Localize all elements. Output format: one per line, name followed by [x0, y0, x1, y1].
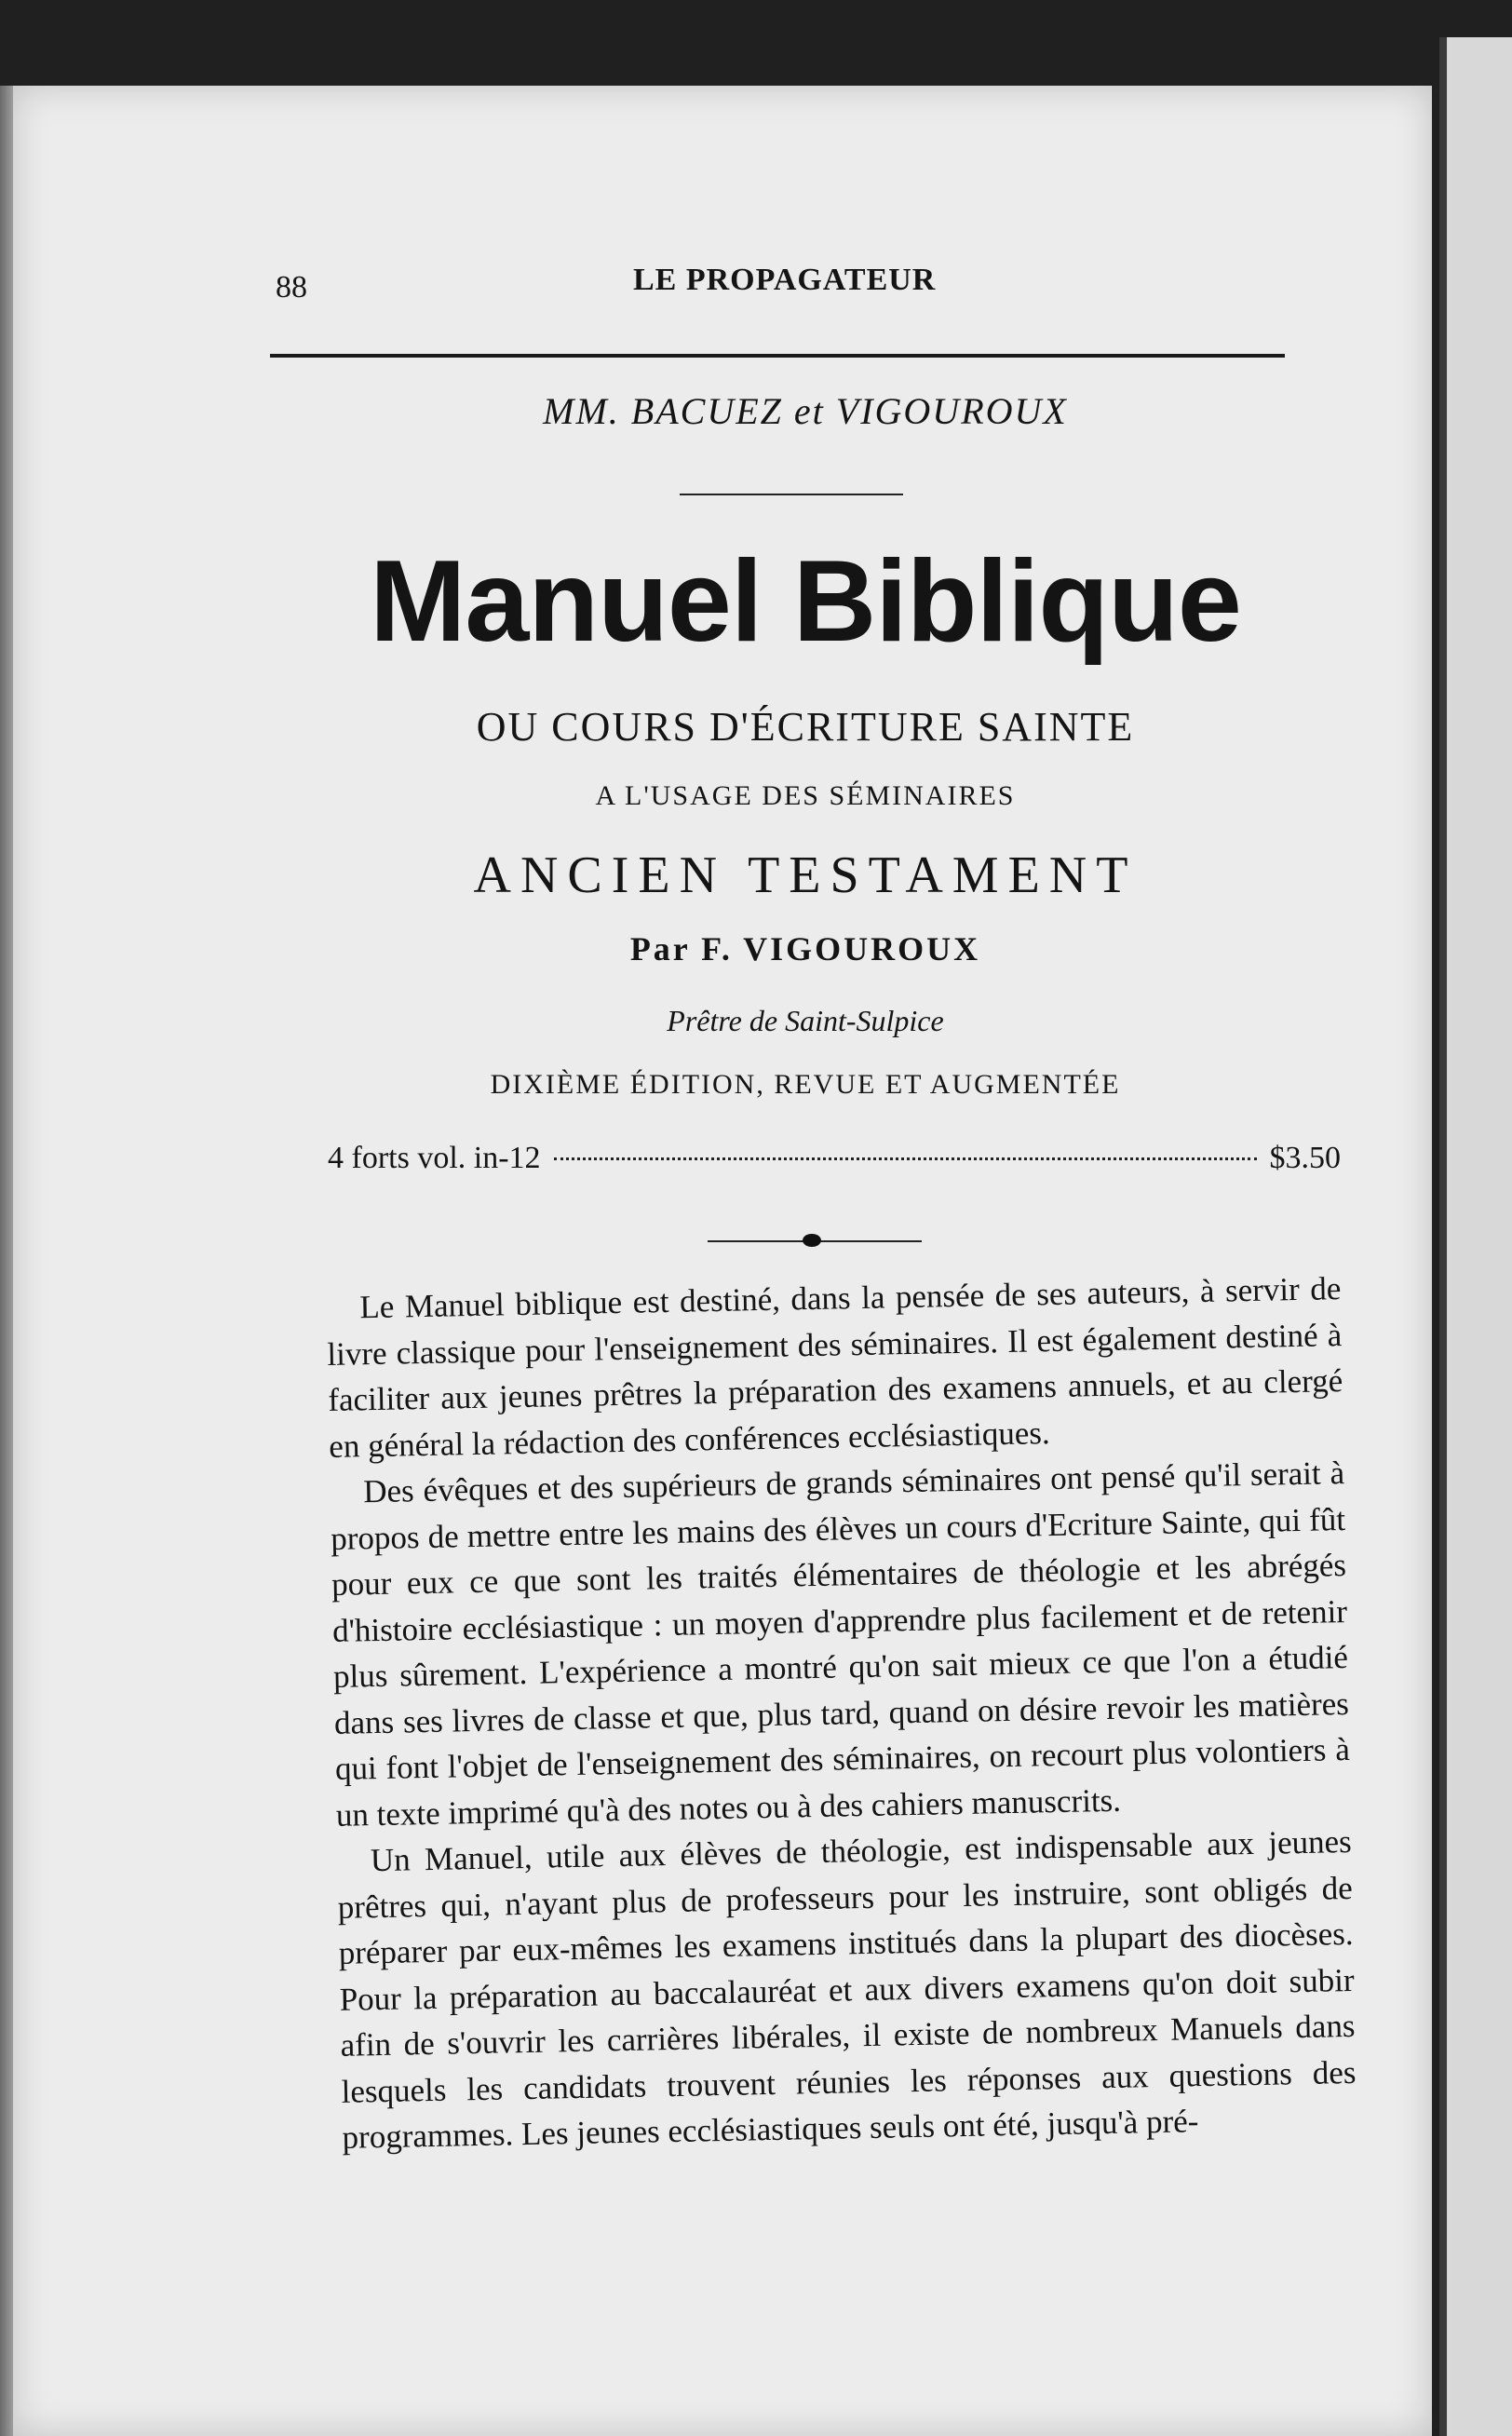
page-gutter-line [1439, 37, 1447, 2436]
price-value: $3.50 [1269, 1141, 1341, 1175]
advert-authors: MM. BACUEZ et VIGOUROUX [543, 390, 1068, 432]
next-page-edge [1447, 37, 1512, 2436]
short-divider [680, 494, 903, 495]
paragraph: Un Manuel, utile aux élèves de théologie, est indispensable aux jeunes prêtres qui, n'ayant plus de professeurs pour les instruire, sont obligés de préparer par eux-mêmes les examens institués dans la plupart des diocèses. Pour la préparation au baccalauréat et aux divers examens qu'on doit subir afin de s'ouvrir les carrières libérales, il existe de nombreux Manuels dans lesquels les candidats trouvent réunies les réponses aux questions des programmes. Les jeunes ecclésiastiques seuls ont été, jusqu'à pré- [337, 1822, 1357, 2156]
ornament-dot [803, 1234, 821, 1247]
book-byline: Par F. VIGOUROUX [629, 930, 981, 968]
running-head-title: LE PROPAGATEUR [633, 263, 937, 297]
edition-line: DIXIÈME ÉDITION, REVUE ET AUGMENTÉE [490, 1069, 1121, 1100]
paragraph: Le Manuel biblique est destiné, dans la pensée de ses auteurs, à servir de livre classique pour l'enseignement des séminaires. Il est également destiné à faciliter aux jeunes prêtres la préparation des examens annuels, et au clergé en général la rédaction des conférences ecclésiastiques. [327, 1270, 1343, 1465]
book-title: Manuel Biblique [370, 537, 1241, 666]
author-title: Prêtre de Saint-Sulpice [667, 1004, 944, 1037]
book-usage: A L'USAGE DES SÉMINAIRES [595, 780, 1016, 811]
paragraph: Des évêques et des supérieurs de grands séminaires ont pensé qu'il serait à propos de mettre entre les mains des élèves un cours d'Ecriture Sainte, qui fût pour eux ce que sont les traités élémentaires de théologie et les abrégés d'histoire ecclésiastique : un moyen d'apprendre plus facilement et de retenir plus sûrement. L'expérience a montré qu'on sait mieux ce que l'on a étudié dans ses livres de classe et que, plus tard, quand on désire revoir les matières qui font l'objet de l'enseignement des séminaires, on recourt plus volontiers à un texte imprimé qu'à des notes ou à des cahiers manuscrits. [330, 1455, 1351, 1834]
body-text [326, 1265, 1357, 2160]
leader-dots [554, 1157, 1257, 1160]
header-rule [270, 354, 1285, 358]
book-subtitle: OU COURS D'ÉCRITURE SAINTE [476, 704, 1135, 750]
book-testament: ANCIEN TESTAMENT [473, 846, 1138, 904]
page-number: 88 [276, 270, 307, 304]
volumes-label: 4 forts vol. in-12 [328, 1141, 541, 1175]
price-line [328, 1141, 1341, 1176]
